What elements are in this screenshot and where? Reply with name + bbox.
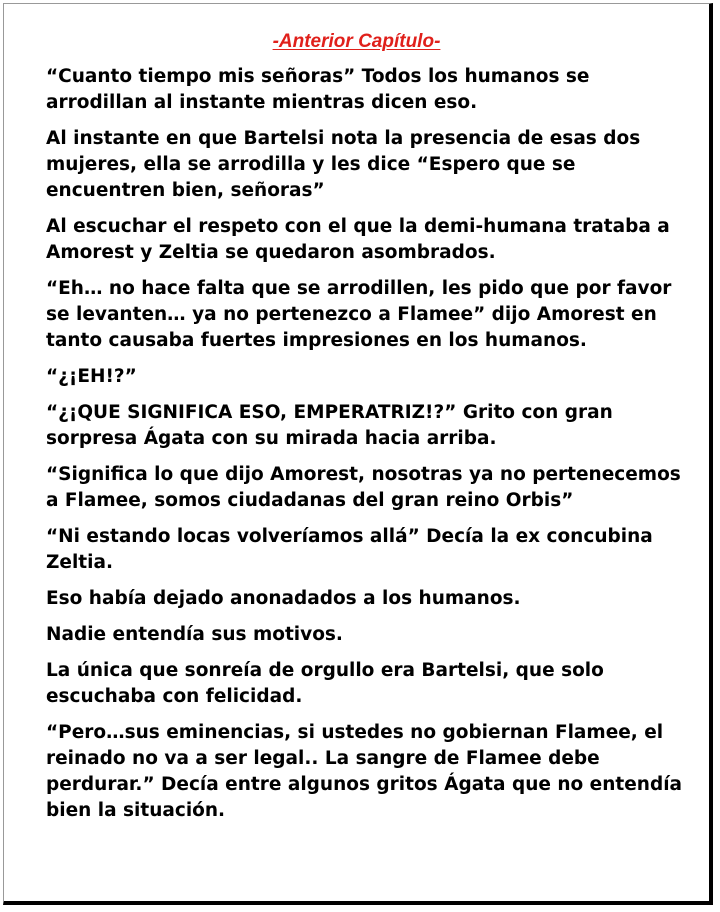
paragraph: Al instante en que Bartelsi nota la presencia de esas dos mujeres, ella se arrodilla y les dice “Espero que se encuentren bien, señoras” xyxy=(46,128,641,201)
paragraph: “Eh… no hace falta que se arrodillen, les pido que por favor se levanten… ya no pertenezco a Flamee” dijo Amorest en tanto causaba fuertes impresiones en los humanos. xyxy=(46,278,672,351)
paragraph: “¿¡QUE SIGNIFICA ESO, EMPERATRIZ!?” Grito con gran sorpresa Ágata con su mirada hacia arriba. xyxy=(46,402,613,449)
paragraph: Al escuchar el respeto con el que la demi-humana trataba a Amorest y Zeltia se quedaron asombrados. xyxy=(46,216,670,263)
paragraph: “Pero…sus eminencias, si ustedes no gobiernan Flamee, el reinado no va a ser legal.. La sangre de Flamee debe perdurar.” Decía entre algunos gritos Ágata que no entendía bien la situación. xyxy=(46,722,683,821)
story-text xyxy=(46,64,686,834)
paragraph: “Cuanto tiempo mis señoras” Todos los humanos se arrodillan al instante mientras dicen eso. xyxy=(46,66,590,113)
paragraph: Eso había dejado anonadados a los humanos. xyxy=(46,588,521,609)
paragraph: “Ni estando locas volveríamos allá” Decía la ex concubina Zeltia. xyxy=(46,526,653,573)
document-page xyxy=(3,3,713,905)
paragraph: “¿¡EH!?” xyxy=(46,366,137,387)
paragraph: “Significa lo que dijo Amorest, nosotras ya no pertenecemos a Flamee, somos ciudadanas del gran reino Orbis” xyxy=(46,464,681,511)
paragraph: La única que sonreía de orgullo era Bartelsi, que solo escuchaba con felicidad. xyxy=(46,660,604,707)
paragraph: Nadie entendía sus motivos. xyxy=(46,624,343,645)
chapter-heading: -Anterior Capítulo- xyxy=(272,31,441,52)
